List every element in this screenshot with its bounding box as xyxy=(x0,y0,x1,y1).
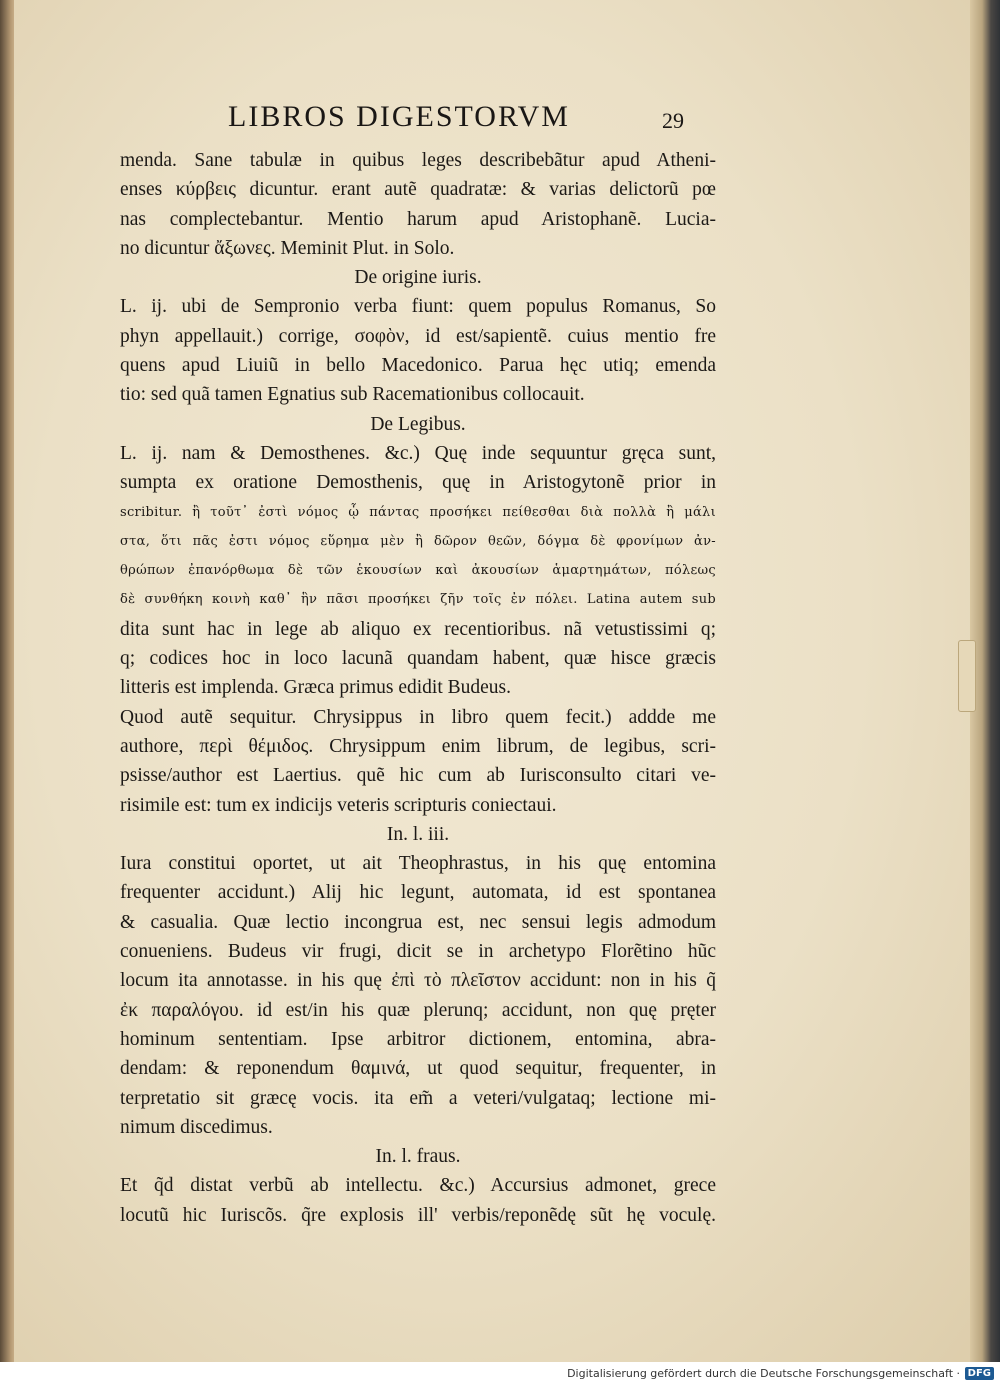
text-line: nas complectebantur. Mentio harum apud Aristophanẽ. Lucia- xyxy=(120,208,716,230)
text-line: L. ij. nam & Demosthenes. &c.) Quę inde sequuntur gręca sunt, xyxy=(120,442,716,464)
footer-bar xyxy=(0,1362,1000,1386)
section-heading: In. l. fraus. xyxy=(375,1146,461,1168)
text-line: locum ita annotasse. in his quę ἐπὶ τὸ πλεῖστον accidunt: non in his q̃ xyxy=(120,970,716,992)
text-block xyxy=(120,146,716,1230)
text-line: no dicuntur ἄξωνες. Meminit Plut. in Solo. xyxy=(120,237,455,259)
text-line: q; codices hoc in loco lacunã quandam habent, quæ hisce græcis xyxy=(120,648,716,670)
text-line: dita sunt hac in lege ab aliquo ex recentioribus. nã vetustissimi q; xyxy=(120,618,716,640)
text-line: phyn appellauit.) corrige, σοφὸν, id est/sapientẽ. cuius mentio fre xyxy=(120,325,716,347)
text-line: conueniens. Budeus vir frugi, dicit se in archetypo Florẽtino hũc xyxy=(120,941,716,963)
running-head: LIBROS DIGESTORVM xyxy=(228,100,570,133)
text-line: psisse/author est Laertius. quẽ hic cum ab Iurisconsulto citari ve- xyxy=(120,765,716,787)
text-line: menda. Sane tabulæ in quibus leges describebãtur apud Atheni- xyxy=(120,150,716,171)
text-line: Iura constitui oportet, ut ait Theophrastus, in his quę entomina xyxy=(120,853,716,875)
text-line: στα, ὅτι πᾶς ἐστι νόμος εὕρημα μὲν ἢ δῶρον θεῶν, δόγμα δὲ φρονίμων ἀν- xyxy=(120,533,716,549)
text-line: litteris est implenda. Græca primus edidit Budeus. xyxy=(120,677,512,699)
page-number: 29 xyxy=(662,108,684,133)
text-line: risimile est: tum ex indicijs veteris scripturis coniectaui. xyxy=(120,794,557,816)
text-line: enses κύρβεις dicuntur. erant autẽ quadratæ: & varias delictorũ pœ xyxy=(120,179,716,201)
text-line: θρώπων ἐπανόρθωμα δὲ τῶν ἑκουσίων καὶ ἀκουσίων ἁμαρτημάτων, πόλεως xyxy=(120,563,716,579)
section-heading: In. l. iii. xyxy=(386,823,450,845)
text-line: frequenter accidunt.) Alij hic legunt, automata, id est spontanea xyxy=(120,882,716,904)
dfg-logo: DFG xyxy=(965,1367,994,1380)
text-line: L. ij. ubi de Sempronio verba fiunt: quem populus Romanus, So xyxy=(120,296,716,318)
footer-credit: Digitalisierung gefördert durch die Deutsche Forschungsgemeinschaft · xyxy=(567,1367,960,1380)
section-heading: De origine iuris. xyxy=(354,267,482,289)
text-line: Quod autẽ sequitur. Chrysippus in libro quem fecit.) addde me xyxy=(120,706,716,728)
text-line: sumpta ex oratione Demosthenis, quę in Aristogytonẽ prior in xyxy=(120,472,716,494)
text-line: Et q̃d distat verbũ ab intellectu. &c.) Accursius admonet, grece xyxy=(120,1175,716,1197)
paper-tab xyxy=(958,640,976,712)
text-line: tio: sed quã tamen Egnatius sub Racemationibus collocauit. xyxy=(120,384,585,406)
text-line: locutũ hic Iuriscõs. q̃re explosis ill' verbis/reponẽdę sũt hę voculę. xyxy=(120,1204,716,1226)
text-line: nimum discedimus. xyxy=(120,1116,273,1138)
text-line: authore, περὶ θέμιδος. Chrysippum enim librum, de legibus, scri- xyxy=(120,735,716,757)
text-line: terpretatio sit græcę vocis. ita em̃ a veteri/vulgataq; lectione mi- xyxy=(120,1087,716,1109)
section-heading: De Legibus. xyxy=(370,413,466,435)
text-line: δὲ συνθήκη κοινὴ καθ᾽ ἣν πᾶσι προσήκει ζῆν τοῖς ἐν πόλει. Latina autem sub xyxy=(120,592,716,608)
text-line: hominum sententiam. Ipse arbitror dictionem, entomina, abra- xyxy=(120,1028,716,1050)
text-line: & casualia. Quæ lectio incongrua est, nec sensui legis admodum xyxy=(120,911,716,933)
text-line: dendam: & reponendum θαμινά, ut quod sequitur, frequenter, in xyxy=(120,1058,716,1080)
text-line: scribitur. ἢ τοῦτ᾽ ἐστὶ νόμος ᾧ πάντας προσήκει πείθεσθαι διὰ πολλὰ ἢ μάλι xyxy=(120,504,716,520)
text-line: quens apud Liuiũ in bello Macedonico. Parua hęc utiq; emenda xyxy=(120,355,716,377)
text-line: ἐκ παραλόγου. id est/in his quæ plerunq; accidunt, non quę pręter xyxy=(120,999,716,1021)
